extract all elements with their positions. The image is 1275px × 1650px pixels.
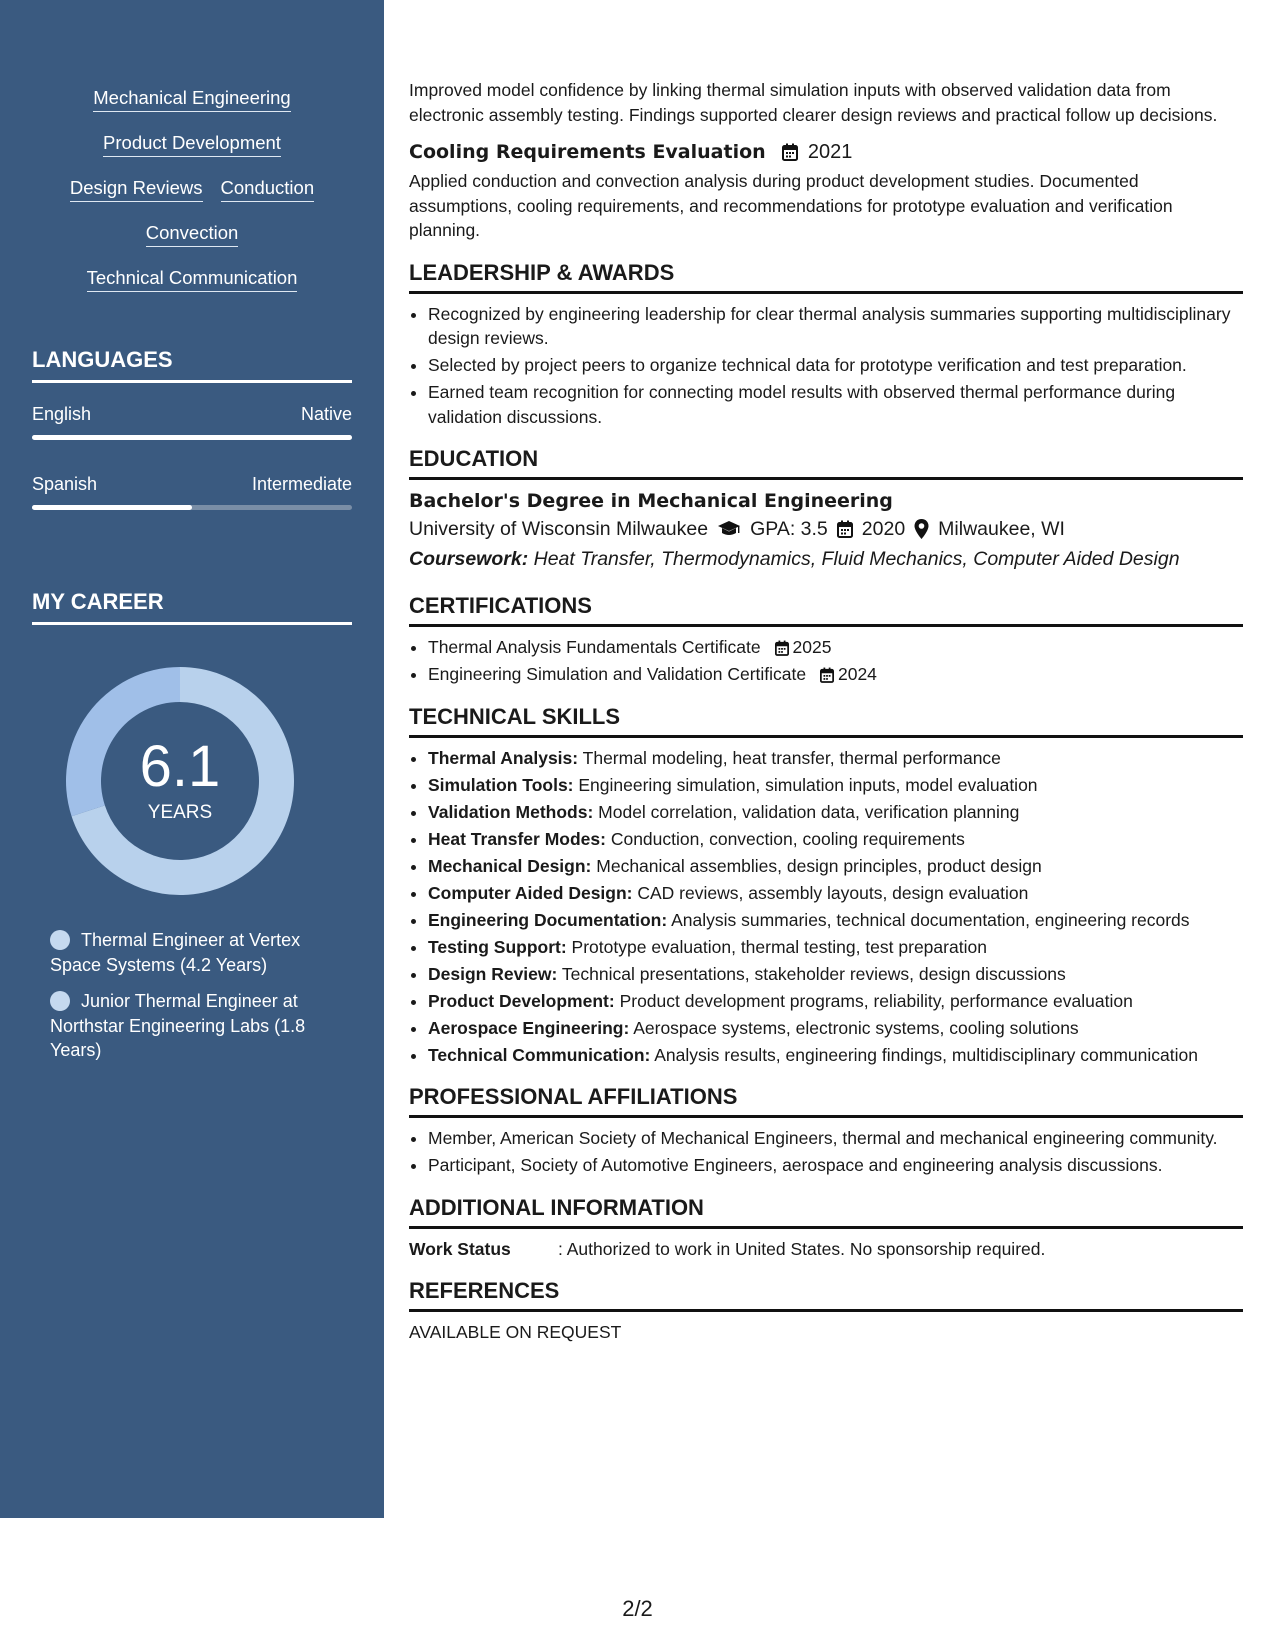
- skill-tags: [0, 86, 384, 311]
- certifications-list: [409, 635, 1243, 687]
- skill-category-value: Model correlation, validation data, verification planning: [593, 801, 1020, 822]
- list-item: • Member, American Society of Mechanical Engineers, thermal and mechanical engineering community.: [428, 1126, 1243, 1151]
- skill-category-label: Design Review:: [428, 963, 558, 984]
- work-status-row: [409, 1237, 1243, 1261]
- skill-category-label: Validation Methods:: [428, 801, 594, 822]
- skill-category-label: Mechanical Design:: [428, 855, 592, 876]
- skill-category-label: Computer Aided Design:: [428, 882, 633, 903]
- legend-dot-icon: [50, 930, 70, 950]
- skill-category-label: Heat Transfer Modes:: [428, 828, 606, 849]
- career-unit-label: YEARS: [147, 802, 213, 823]
- language-proficiency-fill: [32, 435, 352, 440]
- career-heading: MY CAREER: [32, 588, 352, 625]
- list-item: • Selected by project peers to organize technical data for prototype verification and test preparation.: [428, 353, 1243, 378]
- certifications-heading: CERTIFICATIONS: [409, 592, 1243, 627]
- list-item: [428, 854, 1243, 879]
- skill-category-value: Product development programs, reliability, performance evaluation: [614, 990, 1133, 1011]
- sidebar: [0, 0, 384, 1518]
- language-proficiency-bar: [32, 435, 352, 440]
- education-gpa: GPA: 3.5: [750, 518, 828, 540]
- legend-dot-icon: [50, 991, 70, 1011]
- skill-category-value: Analysis summaries, technical documentation, engineering records: [667, 909, 1190, 930]
- list-item: [428, 773, 1243, 798]
- leadership-heading: LEADERSHIP & AWARDS: [409, 259, 1243, 294]
- list-item: [428, 746, 1243, 771]
- additional-info-heading: ADDITIONAL INFORMATION: [409, 1194, 1243, 1229]
- career-total-years: 6.1: [139, 734, 221, 799]
- skill-category-label: Technical Communication:: [428, 1044, 651, 1065]
- list-item: [428, 935, 1243, 960]
- career-donut-chart: [66, 667, 294, 895]
- affiliations-list: [409, 1126, 1243, 1178]
- affiliations-heading: PROFESSIONAL AFFILIATIONS: [409, 1083, 1243, 1118]
- skill-category-value: Aerospace systems, electronic systems, cooling solutions: [629, 1017, 1079, 1038]
- list-item: • Participant, Society of Automotive Engineers, aerospace and engineering analysis discussions.: [428, 1153, 1243, 1178]
- language-proficiency-fill: [32, 505, 192, 510]
- list-item: [428, 908, 1243, 933]
- skill-category-value: Thermal modeling, heat transfer, thermal performance: [578, 747, 1001, 768]
- technical-skills-list: [409, 746, 1243, 1068]
- list-item: • Engineering Simulation and Validation Certificate 2024: [428, 662, 1243, 687]
- list-item: [428, 1016, 1243, 1041]
- main-content: [409, 78, 1243, 1344]
- list-item: [428, 989, 1243, 1014]
- language-level: Native: [300, 404, 352, 424]
- language-spanish: [32, 473, 352, 510]
- list-item: [428, 827, 1243, 852]
- list-item: • Thermal Analysis Fundamentals Certificate 2025: [428, 635, 1243, 660]
- location-pin-icon: [914, 519, 929, 539]
- education-degree: Bachelor's Degree in Mechanical Engineering: [409, 490, 893, 512]
- language-english: [32, 403, 352, 440]
- skill-category-value: Technical presentations, stakeholder reviews, design discussions: [557, 963, 1066, 984]
- list-item: [428, 962, 1243, 987]
- skill-category-label: Aerospace Engineering:: [428, 1017, 630, 1038]
- skill-category-value: CAD reviews, assembly layouts, design evaluation: [632, 882, 1029, 903]
- experience-description: Improved model confidence by linking thermal simulation inputs with observed validation data from electronic assembly testing. Findings supported clearer design reviews and practical follow up decisions.: [409, 80, 1218, 125]
- skill-category-value: Conduction, convection, cooling requirements: [605, 828, 965, 849]
- skill-tag[interactable]: Mechanical Engineering: [93, 86, 290, 112]
- leadership-list: [409, 302, 1243, 430]
- skill-category-value: Mechanical assemblies, design principles, product design: [591, 855, 1042, 876]
- education-year: 2020: [861, 518, 906, 540]
- calendar-icon: [820, 667, 834, 683]
- project-description: Applied conduction and convection analysis during product development studies. Documented assumptions, cooling requirements, and recommendations for prototype evaluation and verification planning.: [409, 171, 1173, 240]
- work-status-label: Work Status: [409, 1238, 511, 1259]
- education-school: University of Wisconsin Milwaukee: [409, 518, 709, 540]
- calendar-icon: [775, 640, 789, 656]
- skill-tag[interactable]: Technical Communication: [87, 266, 298, 292]
- languages-heading: LANGUAGES: [32, 346, 352, 383]
- language-name: Spanish: [32, 474, 98, 494]
- references-text: AVAILABLE ON REQUEST: [409, 1321, 622, 1342]
- education-coursework: Coursework: Heat Transfer, Thermodynamics, Fluid Mechanics, Computer Aided Design: [409, 548, 1180, 570]
- skill-tag[interactable]: Product Development: [103, 131, 281, 157]
- skill-category-value: Analysis results, engineering findings, multidisciplinary communication: [650, 1044, 1198, 1065]
- skill-category-value: Prototype evaluation, thermal testing, test preparation: [566, 936, 987, 957]
- list-item: • Earned team recognition for connecting model results with observed thermal performance during validation discussions.: [428, 380, 1243, 429]
- skill-tag[interactable]: Conduction: [221, 176, 315, 202]
- list-item: [428, 1043, 1243, 1068]
- skill-tag[interactable]: Design Reviews: [70, 176, 203, 202]
- education-details: [409, 514, 1243, 544]
- skill-category-label: Engineering Documentation:: [428, 909, 668, 930]
- coursework-label: Coursework:: [409, 548, 529, 570]
- skill-category-label: Testing Support:: [428, 936, 567, 957]
- calendar-icon: [837, 520, 853, 538]
- language-proficiency-bar: [32, 505, 352, 510]
- technical-skills-heading: TECHNICAL SKILLS: [409, 703, 1243, 738]
- list-item: [428, 800, 1243, 825]
- list-item: • Recognized by engineering leadership for clear thermal analysis summaries supporting multidisciplinary design reviews.: [428, 302, 1243, 351]
- skill-category-label: Product Development:: [428, 990, 615, 1011]
- career-legend-item: Junior Thermal Engineer at Northstar Engineering Labs (1.8 Years): [50, 991, 306, 1060]
- education-heading: EDUCATION: [409, 445, 1243, 480]
- career-legend-item: Thermal Engineer at Vertex Space Systems (4.2 Years): [50, 930, 301, 975]
- skill-tag[interactable]: Convection: [146, 221, 239, 247]
- work-status-value: : Authorized to work in United States. No sponsorship required.: [558, 1238, 1046, 1259]
- list-item: [428, 881, 1243, 906]
- calendar-icon: [782, 143, 798, 161]
- skill-category-value: Engineering simulation, simulation inputs, model evaluation: [573, 774, 1038, 795]
- graduation-cap-icon: [717, 520, 741, 538]
- language-name: English: [32, 404, 92, 424]
- references-heading: REFERENCES: [409, 1277, 1243, 1312]
- project-title: Cooling Requirements Evaluation 2021: [409, 141, 853, 163]
- skill-category-label: Thermal Analysis:: [428, 747, 579, 768]
- language-level: Intermediate: [251, 474, 352, 494]
- project-year: 2021: [807, 141, 853, 163]
- career-legend: [50, 928, 340, 1075]
- skill-category-label: Simulation Tools:: [428, 774, 574, 795]
- education-location: Milwaukee, WI: [938, 518, 1065, 540]
- page-number: 2/2: [622, 1596, 653, 1621]
